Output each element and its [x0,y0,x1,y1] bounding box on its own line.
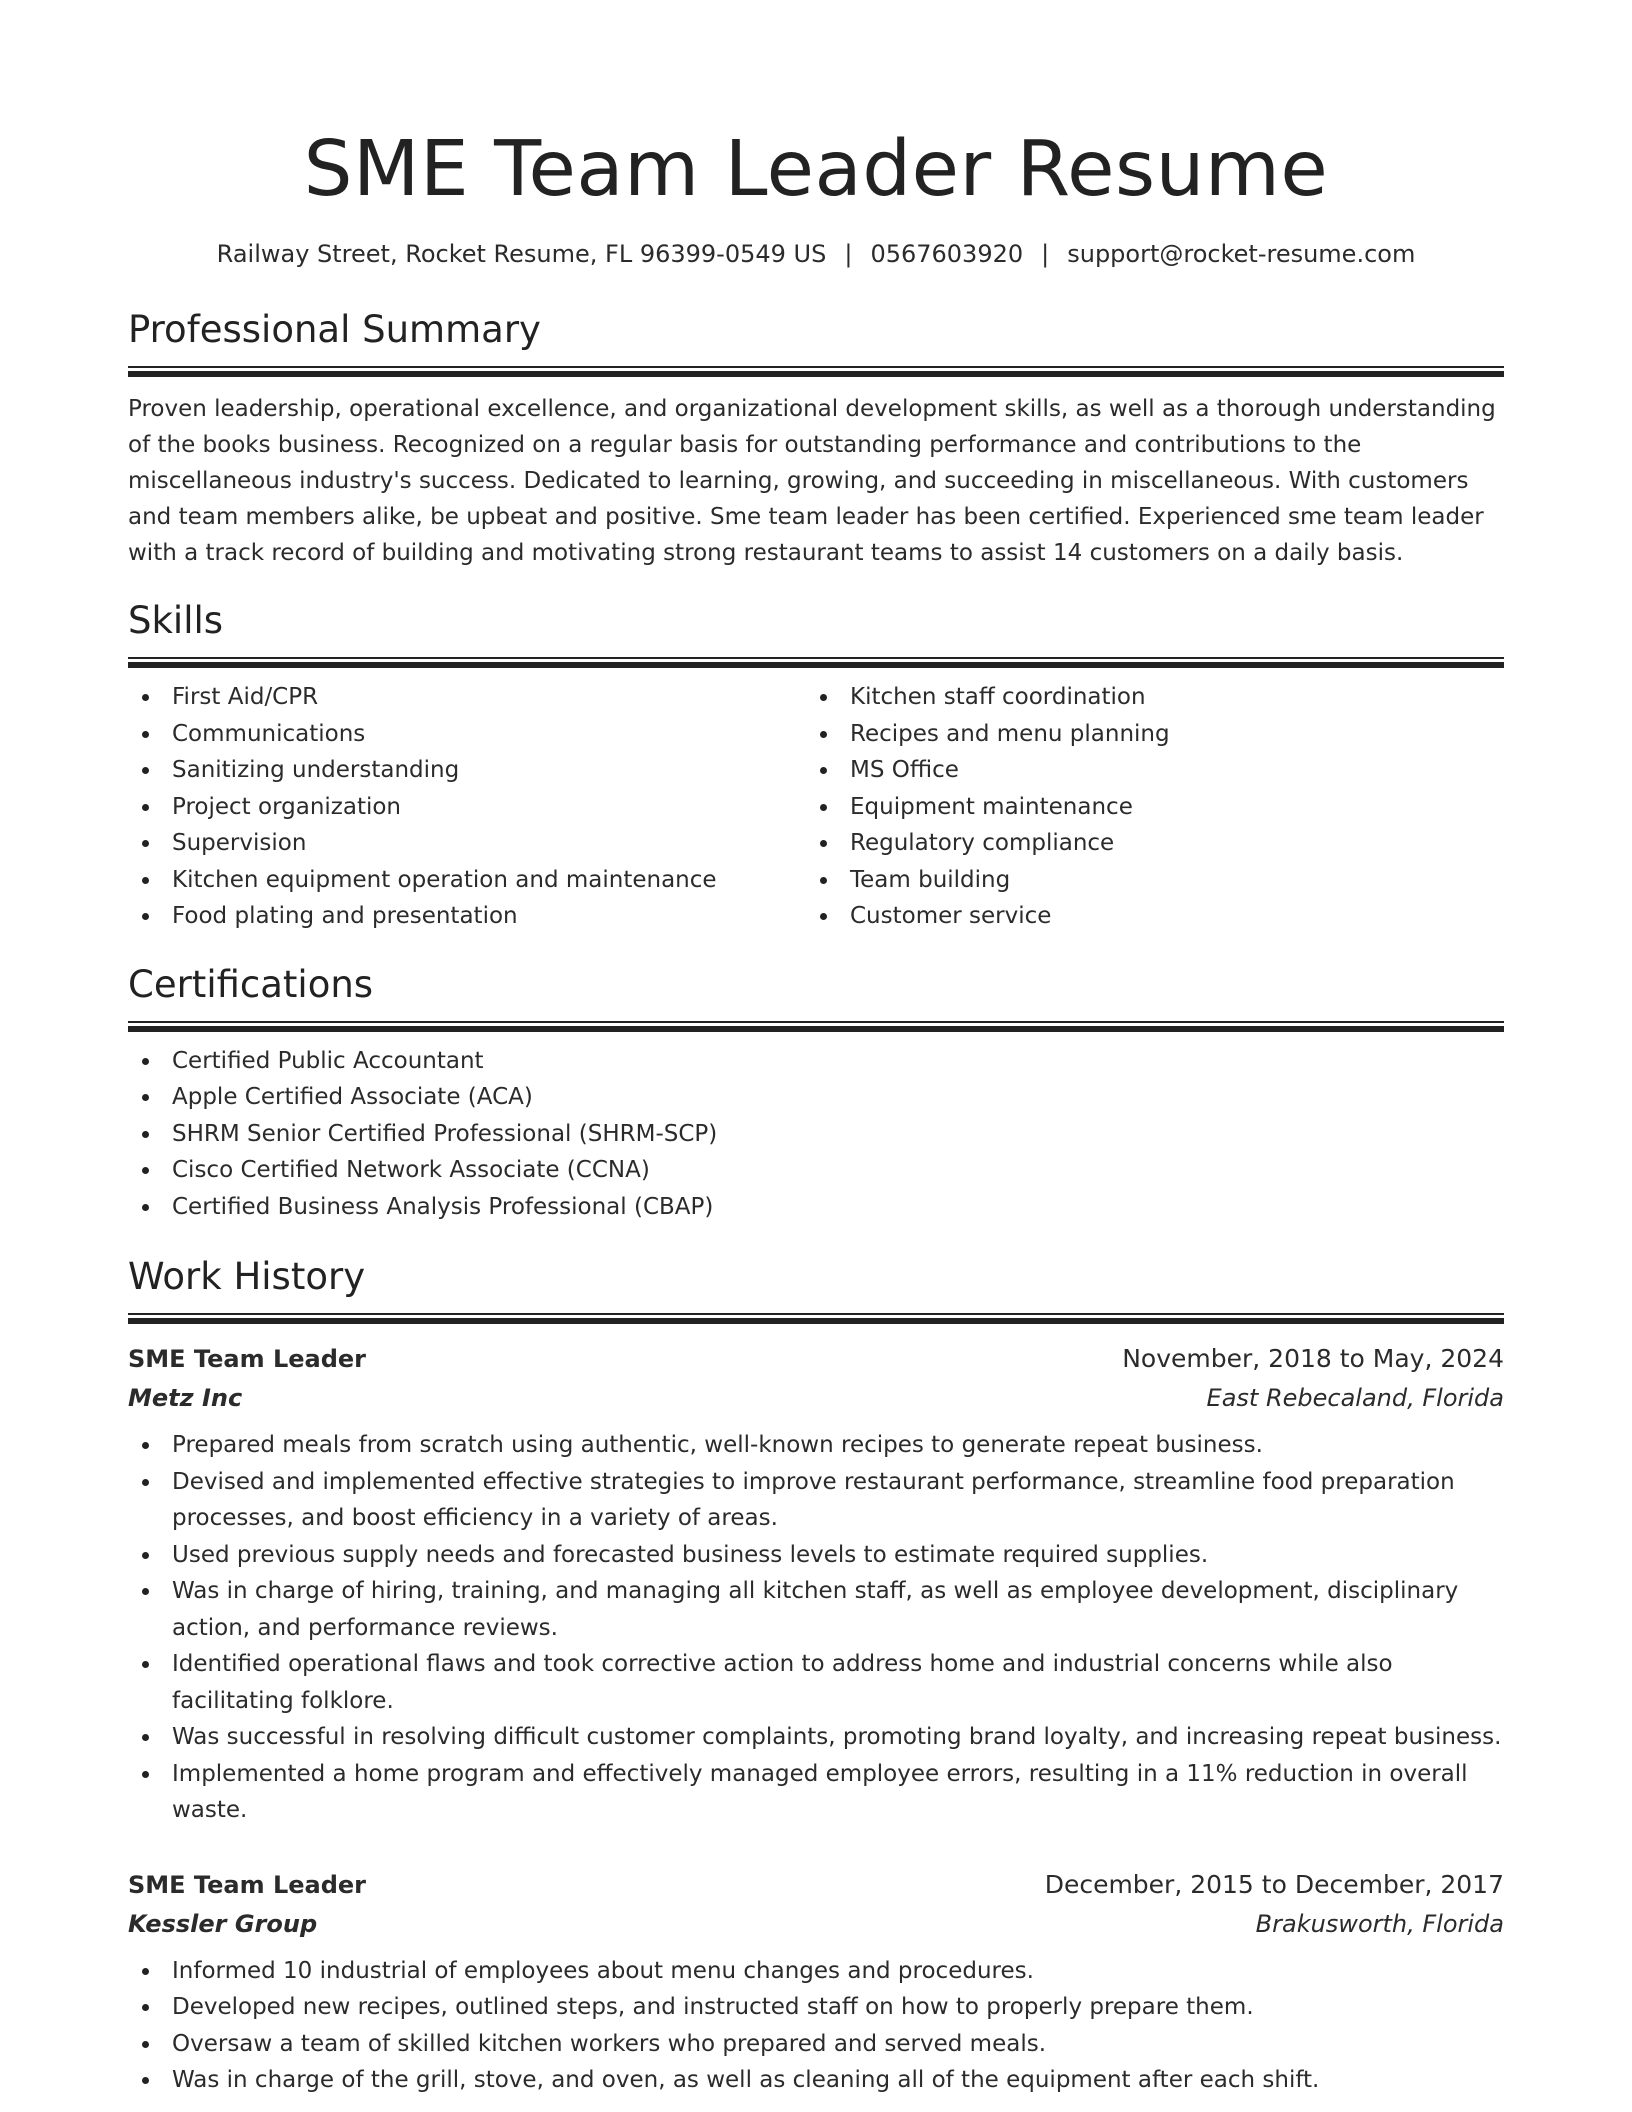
certification-item: Apple Certified Associate (ACA) [128,1079,1504,1116]
section-heading-skills: Skills [128,599,224,642]
certifications-list [128,1043,1504,1226]
skill-item: First Aid/CPR [128,679,806,716]
job-title: SME Team Leader [128,1870,366,1899]
section-divider [128,657,1504,668]
job-bullet: Implemented a home program and effectively managed employee errors, resulting in a 11% reduction in overall waste. [128,1756,1504,1829]
job-bullet: Informed 10 industrial of employees about menu changes and procedures. [128,1953,1504,1990]
skill-item: Sanitizing understanding [128,752,806,789]
skill-item: Customer service [806,898,1484,935]
skills-list-right [806,679,1484,935]
job-bullet: Oversaw a team of skilled kitchen workers who prepared and served meals. [128,2026,1504,2063]
contact-email[interactable]: support@rocket-resume.com [1067,240,1416,268]
section-divider [128,1021,1504,1032]
skill-item: Supervision [128,825,806,862]
certification-item: Cisco Certified Network Associate (CCNA) [128,1152,1504,1189]
job-bullet: Identified operational flaws and took corrective action to address home and industrial concerns while also facilitating folklore. [128,1646,1504,1719]
skill-item: Recipes and menu planning [806,716,1484,753]
job-entry [128,1867,1504,2099]
job-bullet: Developed new recipes, outlined steps, and instructed staff on how to properly prepare them. [128,1989,1504,2026]
skill-item: Equipment maintenance [806,789,1484,826]
job-location: East Rebecaland, Florida [1206,1384,1504,1412]
job-bullet: Was successful in resolving difficult customer complaints, promoting brand loyalty, and increasing repeat business. [128,1719,1504,1756]
section-heading-certifications: Certifications [128,962,374,1006]
section-divider [128,366,1504,377]
job-company: Metz Inc [128,1384,243,1412]
contact-phone[interactable]: 0567603920 [870,240,1024,268]
contact-line [128,238,1504,270]
job-bullet: Prepared meals from scratch using authentic, well-known recipes to generate repeat business. [128,1427,1504,1464]
job-bullet: Was in charge of hiring, training, and managing all kitchen staff, as well as employee development, disciplinary action, and performance reviews. [128,1573,1504,1646]
job-bullet: Devised and implemented effective strategies to improve restaurant performance, streamline food preparation processes, and boost efficiency in a variety of areas. [128,1464,1504,1537]
skill-item: Regulatory compliance [806,825,1484,862]
job-entry [128,1341,1504,1829]
skills-columns [128,679,1504,935]
certification-item: Certified Public Accountant [128,1043,1504,1080]
contact-separator: | [844,240,853,268]
skill-item: Kitchen equipment operation and maintenance [128,862,806,899]
skills-section [128,599,1504,935]
job-title: SME Team Leader [128,1345,366,1373]
certification-item: Certified Business Analysis Professional (CBAP) [128,1189,1504,1226]
skill-item: Project organization [128,789,806,826]
section-heading-work-history: Work History [128,1255,366,1298]
summary-text: Proven leadership, operational excellence, and organizational development skills, as well as a thorough understanding of the books business. Recognized on a regular basis for outstanding performance and contributions to the miscellaneous industry's success. Dedicated to learning, growing, and succeeding in miscellaneous. With customers and team members alike, be upbeat and positive. Sme team leader has been certified. Experienced sme team leader with a track record of building and motivating strong restaurant teams to assist 14 customers on a daily basis. [128,396,1496,566]
section-divider [128,1313,1504,1324]
skill-item: Communications [128,716,806,753]
contact-separator: | [1041,240,1050,268]
job-dates: November, 2018 to May, 2024 [1122,1344,1504,1373]
job-header [128,1341,1504,1377]
contact-address: Railway Street, Rocket Resume, FL 96399-0549 US [216,240,827,268]
job-header [128,1867,1504,1903]
resume-page [128,0,1504,2099]
job-company: Kessler Group [128,1909,318,1938]
section-heading-summary: Professional Summary [128,308,541,351]
work-history-section [128,1255,1504,2099]
skill-item: Food plating and presentation [128,898,806,935]
skill-item: MS Office [806,752,1484,789]
job-subheader [128,1377,1504,1419]
job-bullet-list [128,1953,1504,2099]
certification-item: SHRM Senior Certified Professional (SHRM-SCP) [128,1116,1504,1153]
job-bullet: Was in charge of the grill, stove, and oven, as well as cleaning all of the equipment after each shift. [128,2062,1504,2099]
job-subheader [128,1903,1504,1945]
resume-title: SME Team Leader Resume [303,125,1329,214]
skill-item: Team building [806,862,1484,899]
skill-item: Kitchen staff coordination [806,679,1484,716]
summary-section [128,308,1504,571]
skills-list-left [128,679,806,935]
job-bullet: Used previous supply needs and forecasted business levels to estimate required supplies. [128,1537,1504,1574]
job-location: Brakusworth, Florida [1255,1909,1504,1938]
certifications-section [128,963,1504,1226]
job-bullet-list [128,1427,1504,1829]
job-dates: December, 2015 to December, 2017 [1044,1869,1504,1899]
